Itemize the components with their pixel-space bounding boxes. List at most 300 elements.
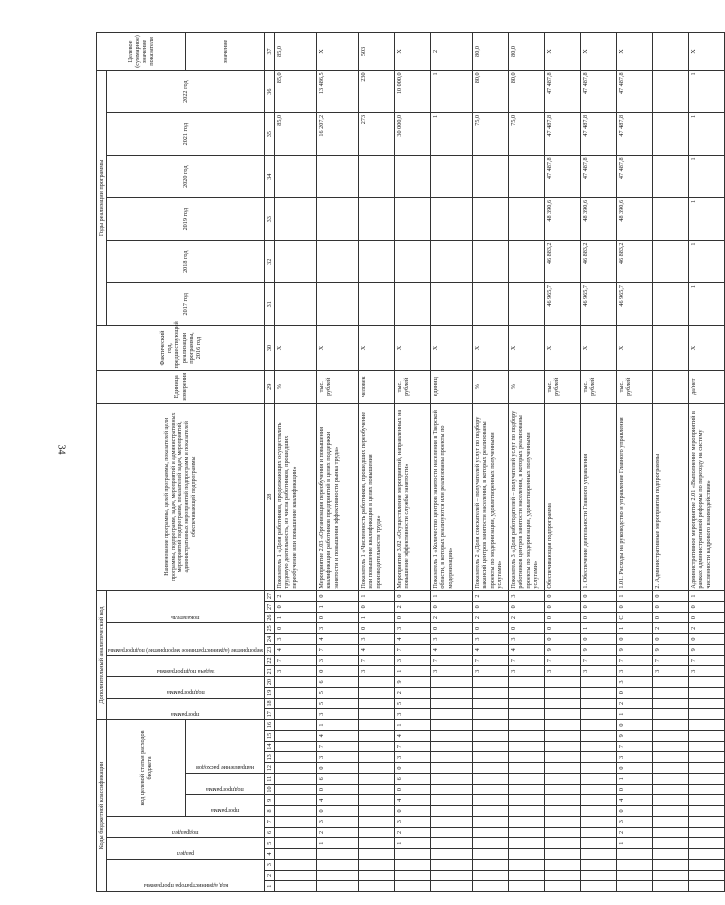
- year-2018-header: 2018 год: [107, 240, 265, 283]
- row-unit: %: [275, 371, 317, 404]
- row-year-value: 1: [689, 155, 725, 198]
- row-name: 2. Административные мероприятия подпрограммы: [653, 403, 689, 591]
- code-cell: 3: [509, 666, 545, 677]
- column-number: 22: [265, 655, 275, 666]
- code-cell: [653, 752, 689, 763]
- subsection-header: подраздел: [107, 816, 265, 837]
- row-fact-2016: Х: [275, 326, 317, 371]
- column-number: 9: [265, 795, 275, 806]
- row-year-value: [509, 198, 545, 241]
- code-cell: [581, 816, 617, 827]
- code-cell: С: [617, 612, 653, 623]
- code-cell: [473, 849, 509, 860]
- table-row: [473, 33, 509, 892]
- code-cell: [359, 784, 395, 795]
- row-year-value: 47 487,8: [617, 70, 653, 113]
- code-cell: 7: [395, 741, 431, 752]
- code-cell: 0: [359, 623, 395, 634]
- column-number: 14: [265, 741, 275, 752]
- code-cell: [653, 698, 689, 709]
- code-cell: [359, 849, 395, 860]
- section-header: раздел: [107, 838, 265, 859]
- code-cell: 2: [317, 827, 359, 838]
- code-cell: 3: [581, 666, 617, 677]
- code-cell: [653, 730, 689, 741]
- row-year-value: [395, 155, 431, 198]
- code-cell: [653, 784, 689, 795]
- code-cell: 0: [275, 601, 317, 612]
- code-cell: [545, 859, 581, 870]
- code-cell: [431, 687, 473, 698]
- code-cell: 7: [359, 655, 395, 666]
- code-cell: 3: [317, 623, 359, 634]
- row-unit: %: [509, 371, 545, 404]
- code-cell: [689, 827, 725, 838]
- code-cell: [359, 773, 395, 784]
- code-cell: [473, 859, 509, 870]
- code-cell: [509, 795, 545, 806]
- code-cell: [473, 806, 509, 817]
- code-cell: 7: [545, 655, 581, 666]
- code-cell: [359, 827, 395, 838]
- subprogram-code-header: подпрограмма: [107, 677, 265, 698]
- code-cell: [275, 827, 317, 838]
- code-cell: [317, 859, 359, 870]
- code-cell: 9: [545, 644, 581, 655]
- code-cell: [395, 881, 431, 892]
- code-cell: [431, 784, 473, 795]
- code-cell: [581, 795, 617, 806]
- code-cell: 7: [581, 655, 617, 666]
- code-cell: 3: [395, 655, 431, 666]
- code-cell: 0: [395, 806, 431, 817]
- code-cell: 3: [395, 623, 431, 634]
- code-cell: 1: [395, 720, 431, 731]
- code-cell: [689, 838, 725, 849]
- row-unit: единиц: [431, 371, 473, 404]
- code-cell: [395, 859, 431, 870]
- code-cell: [275, 859, 317, 870]
- code-cell: 1: [431, 591, 473, 602]
- row-fact-2016: Х: [509, 326, 545, 371]
- code-cell: [275, 698, 317, 709]
- row-year-value: [431, 155, 473, 198]
- code-cell: [431, 763, 473, 774]
- code-cell: [359, 730, 395, 741]
- code-cell: [653, 881, 689, 892]
- row-fact-2016: Х: [545, 326, 581, 371]
- code-cell: [275, 677, 317, 688]
- header-row-1: [97, 33, 107, 892]
- code-cell: 0: [317, 784, 359, 795]
- column-number: 36: [265, 70, 275, 113]
- code-cell: 0: [653, 612, 689, 623]
- code-cell: [359, 870, 395, 881]
- code-cell: 0: [395, 763, 431, 774]
- code-cell: 0: [617, 601, 653, 612]
- code-cell: [509, 698, 545, 709]
- code-cell: 0: [317, 591, 359, 602]
- code-cell: [581, 773, 617, 784]
- code-cell: 0: [395, 784, 431, 795]
- years-header: Годы реализации программы: [97, 70, 107, 325]
- row-year-value: [359, 155, 395, 198]
- code-cell: 7: [653, 655, 689, 666]
- code-cell: [545, 709, 581, 720]
- row-fact-2016: Х: [395, 326, 431, 371]
- code-cell: 1: [317, 720, 359, 731]
- code-cell: 2: [395, 827, 431, 838]
- code-cell: 0: [395, 591, 431, 602]
- code-cell: 2: [617, 827, 653, 838]
- row-year-value: [473, 283, 509, 326]
- code-cell: 3: [473, 666, 509, 677]
- code-cell: [509, 881, 545, 892]
- row-year-value: 46 965,7: [581, 283, 617, 326]
- row-year-value: 1: [431, 70, 473, 113]
- row-year-value: 46 883,2: [545, 240, 581, 283]
- code-cell: [509, 773, 545, 784]
- row-name: 1. Обеспечение деятельности Главного управления: [581, 403, 617, 591]
- code-cell: [359, 795, 395, 806]
- code-cell: 0: [545, 634, 581, 645]
- code-cell: 0: [275, 623, 317, 634]
- code-cell: 3: [509, 591, 545, 602]
- row-target-value: 503: [359, 33, 395, 71]
- code-cell: [581, 687, 617, 698]
- target-article-header: код целевой статьи расходов бюджета: [107, 720, 186, 817]
- code-cell: 5: [317, 687, 359, 698]
- code-cell: 1: [581, 623, 617, 634]
- code-cell: [395, 849, 431, 860]
- code-cell: [473, 687, 509, 698]
- code-cell: 1: [275, 612, 317, 623]
- unit-header: Единица измерения: [97, 371, 265, 404]
- code-cell: [689, 773, 725, 784]
- code-cell: [581, 881, 617, 892]
- row-year-value: 30 000,0: [395, 113, 431, 156]
- code-cell: [431, 677, 473, 688]
- row-unit: тыс. рублей: [581, 371, 617, 404]
- column-number: 11: [265, 773, 275, 784]
- row-year-value: [431, 240, 473, 283]
- code-cell: [431, 795, 473, 806]
- code-cell: [317, 881, 359, 892]
- code-cell: 0: [581, 634, 617, 645]
- code-cell: 7: [689, 655, 725, 666]
- code-cell: 0: [545, 591, 581, 602]
- code-cell: [581, 741, 617, 752]
- code-cell: 3: [317, 655, 359, 666]
- row-year-value: [473, 240, 509, 283]
- code-cell: [653, 827, 689, 838]
- code-cell: [275, 784, 317, 795]
- code-cell: [581, 849, 617, 860]
- code-cell: [359, 881, 395, 892]
- code-cell: 0: [509, 601, 545, 612]
- code-cell: [431, 698, 473, 709]
- row-year-value: [509, 155, 545, 198]
- code-cell: 1: [359, 591, 395, 602]
- code-cell: 3: [473, 634, 509, 645]
- code-cell: [545, 698, 581, 709]
- code-cell: [653, 838, 689, 849]
- code-cell: [689, 698, 725, 709]
- code-cell: [581, 752, 617, 763]
- code-cell: [545, 773, 581, 784]
- code-cell: [581, 838, 617, 849]
- code-cell: 0: [617, 763, 653, 774]
- row-year-value: 80,0: [509, 70, 545, 113]
- code-cell: [509, 752, 545, 763]
- column-number: 8: [265, 806, 275, 817]
- row-year-value: 1: [689, 283, 725, 326]
- code-cell: [545, 838, 581, 849]
- task-code-header: задача подпрограммы: [107, 655, 265, 676]
- code-cell: 0: [473, 623, 509, 634]
- code-cell: 1: [317, 838, 359, 849]
- column-number: 15: [265, 730, 275, 741]
- code-cell: [653, 859, 689, 870]
- code-cell: 0: [317, 666, 359, 677]
- row-fact-2016: Х: [359, 326, 395, 371]
- code-cell: [581, 677, 617, 688]
- column-number: 23: [265, 644, 275, 655]
- row-year-value: [653, 198, 689, 241]
- code-cell: [689, 677, 725, 688]
- code-cell: [431, 730, 473, 741]
- code-cell: 0: [689, 601, 725, 612]
- code-cell: 9: [689, 644, 725, 655]
- code-cell: 7: [617, 741, 653, 752]
- column-number: 2: [265, 870, 275, 881]
- column-number: 33: [265, 198, 275, 241]
- code-cell: 3: [395, 709, 431, 720]
- code-cell: [473, 881, 509, 892]
- code-cell: 0: [617, 634, 653, 645]
- code-cell: [275, 720, 317, 731]
- code-cell: 4: [509, 644, 545, 655]
- code-cell: [653, 677, 689, 688]
- row-unit: тыс. рублей: [617, 371, 653, 404]
- code-cell: [317, 870, 359, 881]
- code-cell: [509, 709, 545, 720]
- code-cell: 3: [317, 709, 359, 720]
- code-cell: [275, 881, 317, 892]
- code-cell: 4: [317, 634, 359, 645]
- code-cell: [545, 827, 581, 838]
- row-year-value: 85,0: [275, 70, 317, 113]
- fact-2016-header: Фактический год, предшествующий реализации программы, 2016 год: [97, 326, 265, 371]
- table-row: [545, 33, 581, 892]
- code-cell: [653, 741, 689, 752]
- code-cell: [473, 773, 509, 784]
- code-cell: 1: [617, 838, 653, 849]
- column-number: 18: [265, 698, 275, 709]
- code-cell: 4: [395, 730, 431, 741]
- column-number: 10: [265, 784, 275, 795]
- code-cell: 2: [431, 612, 473, 623]
- code-cell: [689, 687, 725, 698]
- program-code-header: программа: [107, 698, 265, 719]
- row-year-value: 48 390,6: [581, 198, 617, 241]
- code-cell: [473, 816, 509, 827]
- row-fact-2016: [653, 326, 689, 371]
- row-year-value: [275, 198, 317, 241]
- code-cell: [545, 795, 581, 806]
- row-fact-2016: Х: [317, 326, 359, 371]
- row-year-value: [317, 198, 359, 241]
- year-2021-header: 2021 год: [107, 113, 265, 156]
- row-year-value: 47 487,8: [581, 113, 617, 156]
- table-row: [317, 33, 359, 892]
- code-cell: 3: [545, 666, 581, 677]
- budget-codes-header: Коды бюджетной классификации: [97, 720, 107, 892]
- table-row: [653, 33, 689, 892]
- row-name: Административное мероприятие 2.01 «Выполнение мероприятий в рамках административной реформы по переходу на систему численности кадрового взаимодействия»: [689, 403, 725, 591]
- code-cell: 3: [617, 816, 653, 827]
- row-year-value: [473, 198, 509, 241]
- row-unit: %: [473, 371, 509, 404]
- row-name: Показатель 1 «Численность работников, прошедших переобучение или повышение квалификации в целях повышения производительности труда»: [359, 403, 395, 591]
- row-name: 1.01. Расходы на руководство и управление Главного управления: [617, 403, 653, 591]
- code-cell: 0: [617, 784, 653, 795]
- code-cell: 3: [275, 634, 317, 645]
- column-number: 1: [265, 881, 275, 892]
- table-row: [275, 33, 317, 892]
- subprogram-header: подпрограмма: [186, 773, 265, 794]
- code-cell: 7: [395, 644, 431, 655]
- code-cell: 2: [395, 601, 431, 612]
- code-cell: 6: [317, 773, 359, 784]
- row-fact-2016: Х: [473, 326, 509, 371]
- code-cell: [431, 881, 473, 892]
- year-2020-header: 2020 год: [107, 155, 265, 198]
- row-year-value: 10 000,0: [395, 70, 431, 113]
- row-target-value: Х: [317, 33, 359, 71]
- code-cell: [581, 870, 617, 881]
- row-name: Мероприятие 3.02 «Осуществление мероприятий, направленных на повышение эффективности службы занятости»: [395, 403, 431, 591]
- code-cell: [359, 763, 395, 774]
- row-target-value: [653, 33, 689, 71]
- code-cell: [473, 677, 509, 688]
- row-target-value: 2: [431, 33, 473, 71]
- target-value-header: Целевое (суммарное) значение показателя: [97, 33, 186, 71]
- row-name: Обеспечивающая подпрограмма: [545, 403, 581, 591]
- code-cell: [431, 720, 473, 731]
- code-cell: 3: [317, 816, 359, 827]
- row-year-value: [431, 283, 473, 326]
- code-cell: [431, 816, 473, 827]
- row-year-value: [359, 283, 395, 326]
- code-cell: [581, 827, 617, 838]
- code-cell: [581, 859, 617, 870]
- code-cell: 7: [509, 655, 545, 666]
- row-year-value: [473, 155, 509, 198]
- code-cell: 4: [317, 795, 359, 806]
- row-year-value: 1: [689, 240, 725, 283]
- code-cell: [545, 720, 581, 731]
- row-year-value: 47 487,8: [545, 113, 581, 156]
- code-cell: [473, 784, 509, 795]
- code-cell: [509, 741, 545, 752]
- code-cell: 2: [689, 623, 725, 634]
- code-cell: 0: [653, 601, 689, 612]
- row-fact-2016: Х: [689, 326, 725, 371]
- row-year-value: 1: [689, 113, 725, 156]
- code-cell: 7: [473, 655, 509, 666]
- code-cell: 2: [509, 612, 545, 623]
- code-cell: 0: [545, 601, 581, 612]
- code-cell: [431, 838, 473, 849]
- code-cell: [431, 849, 473, 860]
- column-number: 28: [265, 403, 275, 591]
- row-name: Показатель 3 «Доля работодателей – получателей услуг по подбору работников центров занятости населения, в которых реализованы проекты по модернизации, удовлетворенных полученными услугами»: [509, 403, 545, 591]
- code-cell: [473, 720, 509, 731]
- code-cell: [275, 849, 317, 860]
- code-cell: [653, 720, 689, 731]
- code-cell: 2: [275, 591, 317, 602]
- code-cell: [689, 795, 725, 806]
- row-year-value: 48 390,6: [545, 198, 581, 241]
- code-cell: [359, 677, 395, 688]
- code-cell: 9: [395, 677, 431, 688]
- row-target-value: Х: [581, 33, 617, 71]
- code-cell: [359, 687, 395, 698]
- code-cell: [545, 849, 581, 860]
- row-fact-2016: Х: [617, 326, 653, 371]
- row-year-value: 13 486,5: [317, 70, 359, 113]
- column-number: 6: [265, 827, 275, 838]
- code-cell: 4: [317, 730, 359, 741]
- column-number: 26: [265, 612, 275, 623]
- column-number: 7: [265, 816, 275, 827]
- code-cell: 0: [617, 720, 653, 731]
- code-cell: 3: [359, 666, 395, 677]
- row-year-value: 47 487,8: [617, 113, 653, 156]
- code-cell: [473, 709, 509, 720]
- code-cell: 3: [317, 752, 359, 763]
- table-row: [581, 33, 617, 892]
- row-year-value: [275, 155, 317, 198]
- program-table: [96, 32, 725, 892]
- column-number: 27: [265, 601, 275, 612]
- code-cell: [617, 859, 653, 870]
- code-cell: [509, 687, 545, 698]
- code-cell: [275, 795, 317, 806]
- code-cell: 0: [617, 687, 653, 698]
- row-year-value: 46 965,7: [617, 283, 653, 326]
- column-number: 20: [265, 677, 275, 688]
- code-cell: 4: [617, 795, 653, 806]
- code-cell: 2: [473, 591, 509, 602]
- code-cell: [689, 816, 725, 827]
- code-cell: 0: [317, 612, 359, 623]
- code-cell: [545, 806, 581, 817]
- code-cell: [653, 709, 689, 720]
- row-unit: [653, 371, 689, 404]
- row-year-value: [359, 198, 395, 241]
- code-cell: 4: [275, 644, 317, 655]
- code-cell: [545, 870, 581, 881]
- column-number: 25: [265, 623, 275, 634]
- code-cell: 4: [473, 644, 509, 655]
- code-cell: [359, 859, 395, 870]
- code-cell: [653, 687, 689, 698]
- code-cell: [275, 709, 317, 720]
- code-cell: 3: [275, 666, 317, 677]
- code-cell: [581, 698, 617, 709]
